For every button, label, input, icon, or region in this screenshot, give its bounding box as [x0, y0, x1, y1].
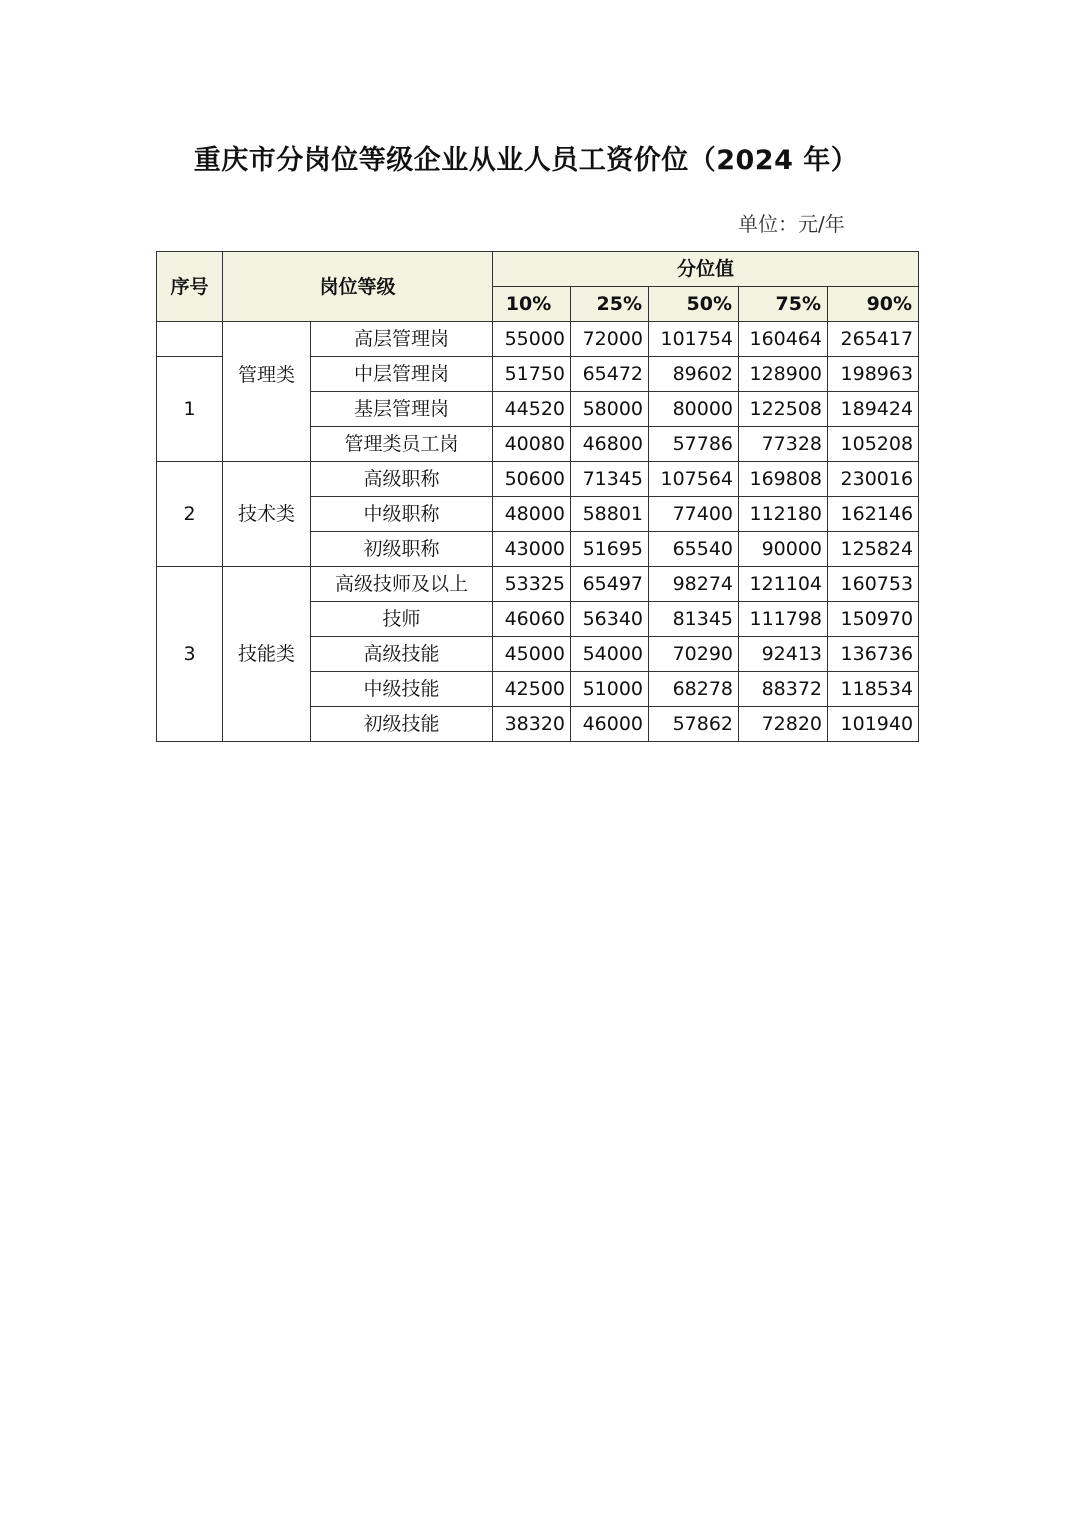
page-title: 重庆市分岗位等级企业从业人员工资价位（2024 年）	[193, 145, 859, 176]
value-cell: 55000	[493, 322, 571, 357]
value-cell: 77328	[739, 427, 828, 462]
header-p75: 75%	[739, 287, 828, 322]
position-name: 初级技能	[311, 707, 493, 742]
value-cell: 51000	[571, 672, 649, 707]
value-cell: 51750	[493, 357, 571, 392]
value-cell: 71345	[571, 462, 649, 497]
value-cell: 58000	[571, 392, 649, 427]
value-cell: 77400	[649, 497, 739, 532]
value-cell: 160464	[739, 322, 828, 357]
value-cell: 50600	[493, 462, 571, 497]
value-cell: 265417	[828, 322, 919, 357]
seq-cell-empty	[157, 322, 223, 357]
header-p25: 25%	[571, 287, 649, 322]
value-cell: 88372	[739, 672, 828, 707]
position-name: 中级职称	[311, 497, 493, 532]
unit-label: 单位：元/年	[738, 212, 845, 236]
seq-cell: 2	[157, 462, 223, 567]
value-cell: 38320	[493, 707, 571, 742]
header-p10: 10%	[493, 287, 571, 322]
value-cell: 162146	[828, 497, 919, 532]
value-cell: 45000	[493, 637, 571, 672]
category-technical: 技术类	[223, 462, 311, 567]
value-cell: 128900	[739, 357, 828, 392]
value-cell: 125824	[828, 532, 919, 567]
value-cell: 136736	[828, 637, 919, 672]
value-cell: 81345	[649, 602, 739, 637]
value-cell: 112180	[739, 497, 828, 532]
value-cell: 46800	[571, 427, 649, 462]
header-percentile-group: 分位值	[493, 252, 919, 287]
value-cell: 65540	[649, 532, 739, 567]
seq-cell: 3	[157, 567, 223, 742]
value-cell: 70290	[649, 637, 739, 672]
value-cell: 46060	[493, 602, 571, 637]
value-cell: 90000	[739, 532, 828, 567]
position-name: 高层管理岗	[311, 322, 493, 357]
value-cell: 105208	[828, 427, 919, 462]
value-cell: 89602	[649, 357, 739, 392]
value-cell: 72820	[739, 707, 828, 742]
value-cell: 98274	[649, 567, 739, 602]
header-seq: 序号	[157, 252, 223, 322]
value-cell: 118534	[828, 672, 919, 707]
value-cell: 80000	[649, 392, 739, 427]
position-name: 高级技能	[311, 637, 493, 672]
value-cell: 46000	[571, 707, 649, 742]
value-cell: 68278	[649, 672, 739, 707]
value-cell: 150970	[828, 602, 919, 637]
value-cell: 169808	[739, 462, 828, 497]
position-name: 初级职称	[311, 532, 493, 567]
position-name: 管理类员工岗	[311, 427, 493, 462]
value-cell: 160753	[828, 567, 919, 602]
position-name: 高级技师及以上	[311, 567, 493, 602]
header-p50: 50%	[649, 287, 739, 322]
value-cell: 121104	[739, 567, 828, 602]
value-cell: 198963	[828, 357, 919, 392]
table-row	[157, 567, 919, 602]
header-level: 岗位等级	[223, 252, 493, 322]
wage-table	[156, 251, 919, 742]
value-cell: 111798	[739, 602, 828, 637]
position-name: 中级技能	[311, 672, 493, 707]
value-cell: 43000	[493, 532, 571, 567]
category-management: 管理类	[223, 322, 311, 462]
value-cell: 230016	[828, 462, 919, 497]
value-cell: 42500	[493, 672, 571, 707]
value-cell: 44520	[493, 392, 571, 427]
category-skill: 技能类	[223, 567, 311, 742]
value-cell: 72000	[571, 322, 649, 357]
value-cell: 48000	[493, 497, 571, 532]
value-cell: 92413	[739, 637, 828, 672]
value-cell: 56340	[571, 602, 649, 637]
value-cell: 54000	[571, 637, 649, 672]
value-cell: 51695	[571, 532, 649, 567]
value-cell: 40080	[493, 427, 571, 462]
value-cell: 65472	[571, 357, 649, 392]
value-cell: 57862	[649, 707, 739, 742]
value-cell: 65497	[571, 567, 649, 602]
value-cell: 101940	[828, 707, 919, 742]
value-cell: 101754	[649, 322, 739, 357]
header-p90: 90%	[828, 287, 919, 322]
table-row	[157, 322, 919, 357]
value-cell: 57786	[649, 427, 739, 462]
seq-cell: 1	[157, 357, 223, 462]
value-cell: 122508	[739, 392, 828, 427]
position-name: 技师	[311, 602, 493, 637]
position-name: 基层管理岗	[311, 392, 493, 427]
value-cell: 53325	[493, 567, 571, 602]
value-cell: 189424	[828, 392, 919, 427]
value-cell: 58801	[571, 497, 649, 532]
position-name: 中层管理岗	[311, 357, 493, 392]
position-name: 高级职称	[311, 462, 493, 497]
table-row	[157, 462, 919, 497]
value-cell: 107564	[649, 462, 739, 497]
